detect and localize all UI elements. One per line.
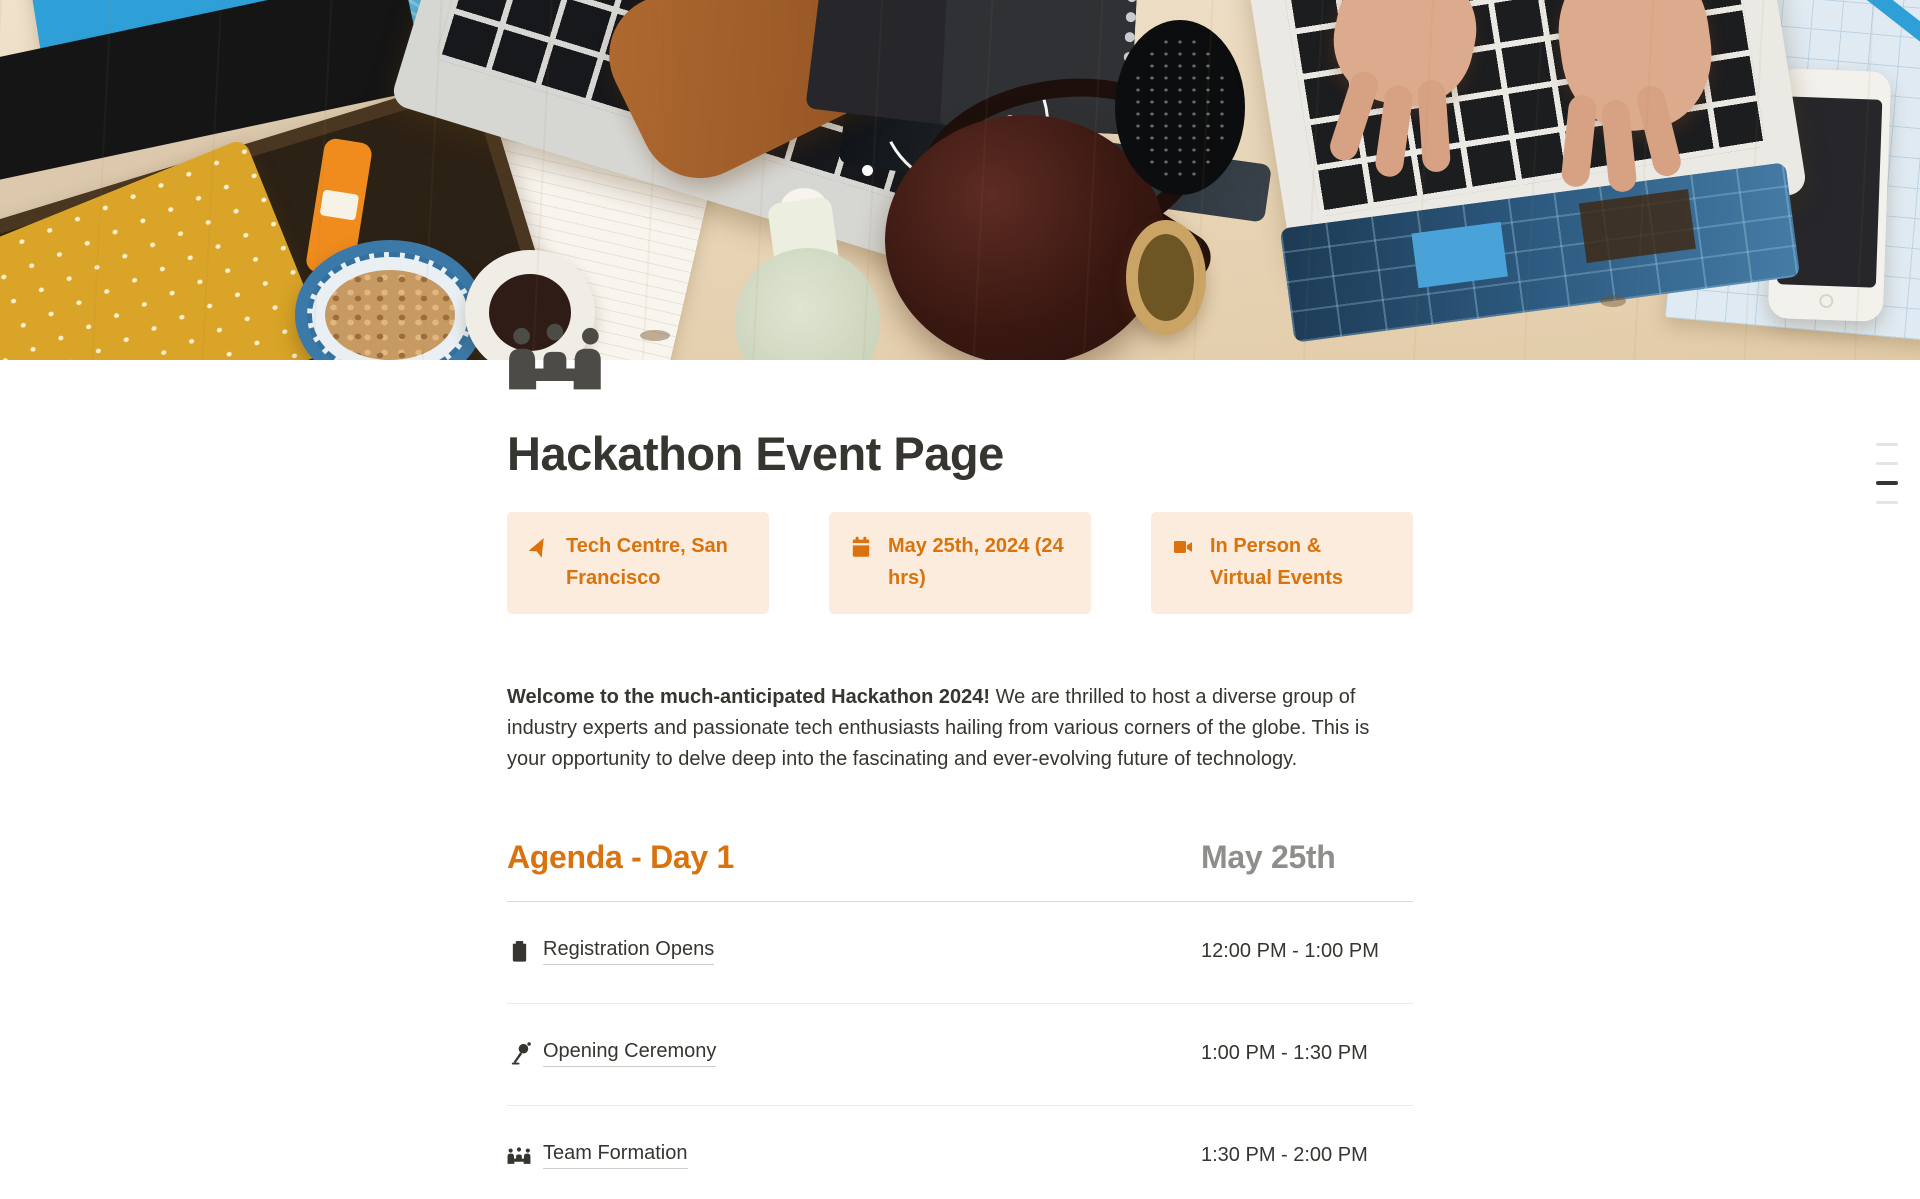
agenda-row: [507, 902, 1413, 1004]
agenda-day-heading: Agenda - Day 1: [507, 839, 734, 876]
page-link-opening-ceremony[interactable]: Opening Ceremony: [543, 1040, 716, 1067]
photo-laptop-left: [389, 0, 1040, 273]
event-cell: [507, 1040, 1201, 1067]
photo-pencil-case: [589, 0, 951, 198]
time-range: 1:00 PM - 1:30 PM: [1201, 1042, 1368, 1065]
photo-earbud: [1005, 115, 1016, 126]
photo-leather-journal: [0, 72, 574, 360]
photo-earbuds-cable: [859, 15, 1070, 214]
photo-finger: [1374, 83, 1415, 178]
time-range: 12:00 PM - 1:00 PM: [1201, 940, 1379, 963]
photo-laptop-right: [1242, 0, 1807, 274]
event-cell: [507, 938, 1201, 965]
page-content: [507, 322, 1413, 1199]
callout-text: May 25th, 2024 (24 hrs): [888, 535, 1064, 589]
photo-hand-left: [1322, 0, 1488, 118]
photo-phone-right: [1768, 68, 1892, 322]
agenda-header: [507, 839, 1413, 902]
photo-tablet: [838, 105, 1272, 222]
photo-red-pen: [1005, 58, 1068, 173]
time-range: 1:30 PM - 2:00 PM: [1201, 1144, 1368, 1167]
photo-bottle-cap: [780, 188, 828, 230]
callout-location: [507, 512, 769, 613]
photo-finger: [1326, 68, 1381, 164]
photo-leather-trim: [0, 0, 427, 189]
photo-teapot-spout: [1128, 208, 1220, 291]
photo-teapot-handle: [910, 61, 1211, 268]
photo-paper: [1636, 0, 1920, 193]
agenda-date-heading: May 25th: [1201, 839, 1336, 876]
photo-moss-cup: [1115, 20, 1245, 195]
photo-yellow-pouch: [0, 138, 330, 360]
photo-finger: [1417, 79, 1451, 173]
photo-blueprint: [1665, 0, 1920, 341]
photo-finger: [1634, 83, 1683, 179]
photo-phone-left: [910, 0, 1090, 107]
callout-row: [507, 512, 1413, 613]
photo-earbud: [862, 165, 873, 176]
callout-text: In Person & Virtual Events: [1210, 535, 1344, 589]
photo-open-book: [371, 40, 729, 360]
agenda-row: [507, 1004, 1413, 1106]
welcome-body-text: We are thrilled to host a diverse group of industry experts and passionate tech enthusiasts hailing from various corners of the globe. This is your opportunity to delve deep into the fascinating and ever-evolving future of technology.: [507, 685, 1370, 770]
callout-text: Tech Centre, San Francisco: [566, 535, 728, 589]
toc-line[interactable]: [1876, 462, 1898, 465]
photo-hand-right: [1549, 0, 1722, 140]
meeting-icon[interactable]: [507, 322, 607, 390]
photo-beige-pouch: [0, 0, 457, 360]
agenda-table: [507, 902, 1413, 1199]
photo-highlighter: [305, 137, 374, 278]
photo-blue-fabric: [128, 0, 552, 203]
welcome-paragraph: [507, 682, 1413, 776]
callout-date: [829, 512, 1091, 613]
photo-snack-bowl: [295, 240, 485, 360]
photo-finger: [1600, 99, 1637, 193]
page-link-team-formation[interactable]: Team Formation: [543, 1142, 688, 1169]
photo-finger: [1560, 94, 1597, 188]
event-cell: [507, 1142, 1201, 1169]
callout-format: [1151, 512, 1413, 613]
photo-blue-book: [22, 0, 357, 182]
photo-spiral-notebook: [940, 0, 1140, 135]
cover-image: [0, 0, 1920, 360]
page-title[interactable]: Hackathon Event Page: [507, 427, 1004, 480]
photo-blue-pen: [1842, 0, 1920, 48]
photo-laptop-sleeve: [805, 0, 1094, 141]
toc-line[interactable]: [1876, 443, 1898, 446]
photo-laptop-screen: [1280, 162, 1801, 343]
photo-beige-cup: [1126, 220, 1206, 335]
agenda-row: [507, 1106, 1413, 1199]
toc-line[interactable]: [1876, 501, 1898, 504]
welcome-bold-text: Welcome to the much-anticipated Hackathon 2024!: [507, 685, 991, 708]
toc-line-active[interactable]: [1876, 481, 1898, 485]
photo-wood-knot: [1600, 295, 1626, 307]
page-link-registration-opens[interactable]: Registration Opens: [543, 938, 714, 965]
photo-bottle-neck: [767, 196, 842, 284]
table-of-contents: [1876, 443, 1898, 504]
